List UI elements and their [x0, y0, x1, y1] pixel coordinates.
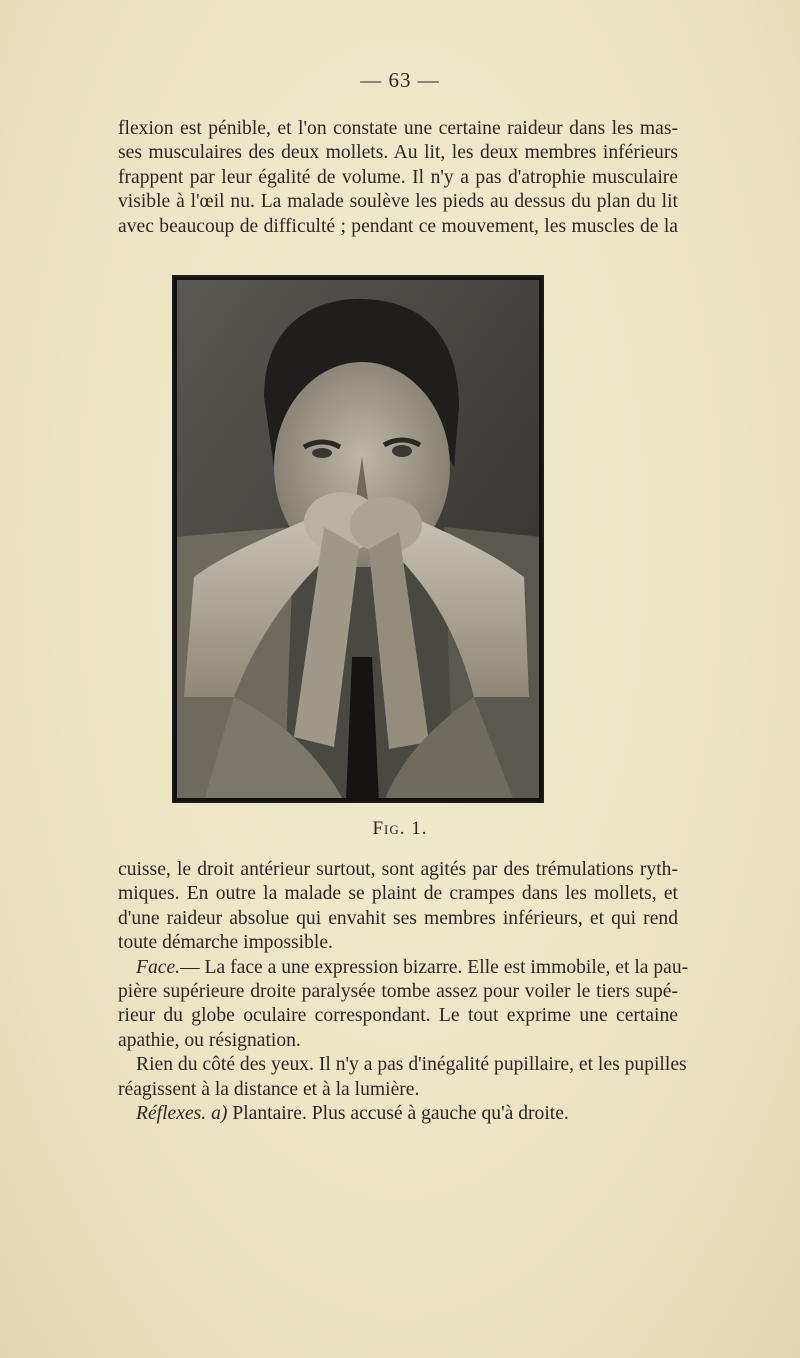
top-paragraph — [118, 117, 678, 239]
text-line: d'une raideur absolue qui envahit ses membres inférieurs, et qui rend — [118, 907, 678, 929]
text-fragment: Plantaire. Plus accusé à gauche qu'à droite. — [232, 1103, 569, 1125]
figure-caption-text: Fig. 1. — [372, 818, 428, 839]
text-line: flexion est pénible, et l'on constate une certaine raideur dans les mas- — [118, 118, 678, 139]
figure-caption — [0, 818, 800, 840]
text-line — [118, 956, 689, 980]
list-marker: a) — [211, 1103, 228, 1125]
text-line: pière supérieure droite paralysée tombe assez pour voiler le tiers supé- — [118, 981, 678, 1003]
section-label-reflexes: Réflexes. — [136, 1103, 207, 1125]
text-line: avec beaucoup de difficulté ; pendant ce mouvement, les muscles de la — [118, 215, 678, 237]
text-line: apathie, ou résignation. — [118, 1029, 301, 1051]
text-line: ses musculaires des deux mollets. Au lit, les deux membres inférieurs — [118, 142, 678, 164]
text-line: Rien du côté des yeux. Il n'y a pas d'inégalité pupillaire, et les pupilles — [136, 1054, 687, 1076]
patient-photograph — [172, 275, 544, 803]
text-line: visible à l'œil nu. La malade soulève les pieds au dessus du plan du lit — [118, 191, 678, 213]
text-line: réagissent à la distance et à la lumière. — [118, 1078, 420, 1100]
bottom-text — [118, 858, 689, 1126]
text-line: cuisse, le droit antérieur surtout, sont agités par des trémulations ryth- — [118, 859, 678, 880]
text-line — [118, 1102, 678, 1126]
text-line: toute démarche impossible. — [118, 932, 333, 954]
text-line: rieur du globe oculaire correspondant. Le tout exprime une certaine — [118, 1005, 678, 1027]
section-label-face: Face. — [136, 956, 181, 978]
text-line: frappent par leur égalité de volume. Il n'y a pas d'atrophie musculaire — [118, 166, 678, 188]
text-line: miques. En outre la malade se plaint de crampes dans les mollets, et — [118, 883, 678, 905]
text-fragment: — La face a une expression bizarre. Elle est immobile, et la pau- — [180, 956, 689, 978]
page-number: — 63 — — [360, 68, 440, 92]
